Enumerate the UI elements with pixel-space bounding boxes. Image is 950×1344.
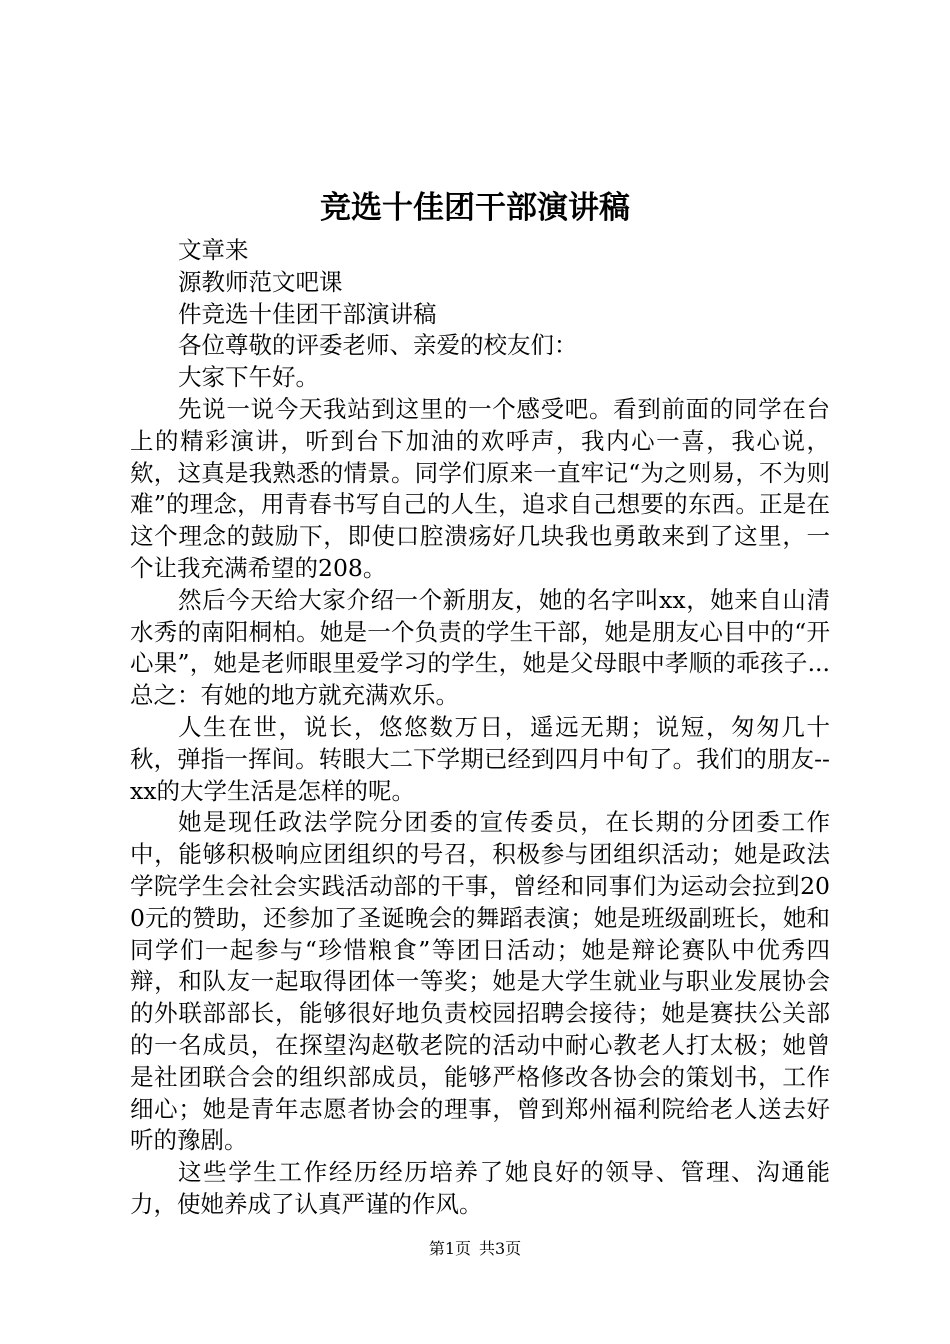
document-title: 竞选十佳团干部演讲稿: [320, 190, 630, 226]
paragraph: 文章来: [178, 236, 249, 264]
paragraph: 件竞选十佳团干部演讲稿: [178, 299, 437, 328]
paragraph: 源教师范文吧课: [178, 267, 343, 296]
paragraph: 先说一说今天我站到这里的一个感受吧。看到前面的同学在台上的精彩演讲，听到台下加油的欢呼声，我内心一喜，我心说，欸，这真是我熟悉的情景。同学们原来一直牢记“为之则易，不为则难”的理念，用青春书写自己的人生，追求自己想要的东西。正是在这个理念的鼓励下，即使口腔溃疡好几块我也勇敢来到了这里，一个让我充满希望的208。: [130, 394, 830, 582]
page-total: 共3页: [479, 1239, 522, 1258]
document-body: [130, 235, 830, 1221]
page-footer: [0, 1237, 950, 1261]
paragraph: 她是现任政法学院分团委的宣传委员，在长期的分团委工作中，能够积极响应团组织的号召，积极参与团组织活动；她是政法学院学生会社会实践活动部的干事，曾经和同事们为运动会拉到200元的赞助，还参加了圣诞晚会的舞蹈表演；她是班级副班长，她和同学们一起参与“珍惜粮食”等团日活动；她是辩论赛队中优秀四辩，和队友一起取得团体一等奖；她是大学生就业与职业发展协会的外联部部长，能够很好地负责校园招聘会接待；她是赛扶公关部的一名成员，在探望沟赵敬老院的活动中耐心教老人打太极；她曾是社团联合会的组织部成员，能够严格修改各协会的策划书，工作细心；她是青年志愿者协会的理事，曾到郑州福利院给老人送去好听的豫剧。: [130, 808, 830, 1155]
greeting: 大家下午好。: [178, 363, 319, 392]
paragraph: 这些学生工作经历经历培养了她良好的领导、管理、沟通能力，使她养成了认真严谨的作风。: [130, 1158, 830, 1218]
greeting: 各位尊敬的评委老师、亲爱的校友们：: [178, 331, 578, 360]
page-number: 第1页: [428, 1239, 471, 1258]
paragraph: 然后今天给大家介绍一个新朋友，她的名字叫xx，她来自山清水秀的南阳桐柏。她是一个负责的学生干部，她是朋友心目中的“开心果”，她是老师眼里爱学习的学生，她是父母眼中孝顺的乖孩子...总之：有她的地方就充满欢乐。: [130, 585, 830, 710]
paragraph: 人生在世，说长，悠悠数万日，遥远无期；说短，匆匆几十秋，弹指一挥间。转眼大二下学期已经到四月中旬了。我们的朋友--xx的大学生活是怎样的呢。: [130, 712, 830, 805]
